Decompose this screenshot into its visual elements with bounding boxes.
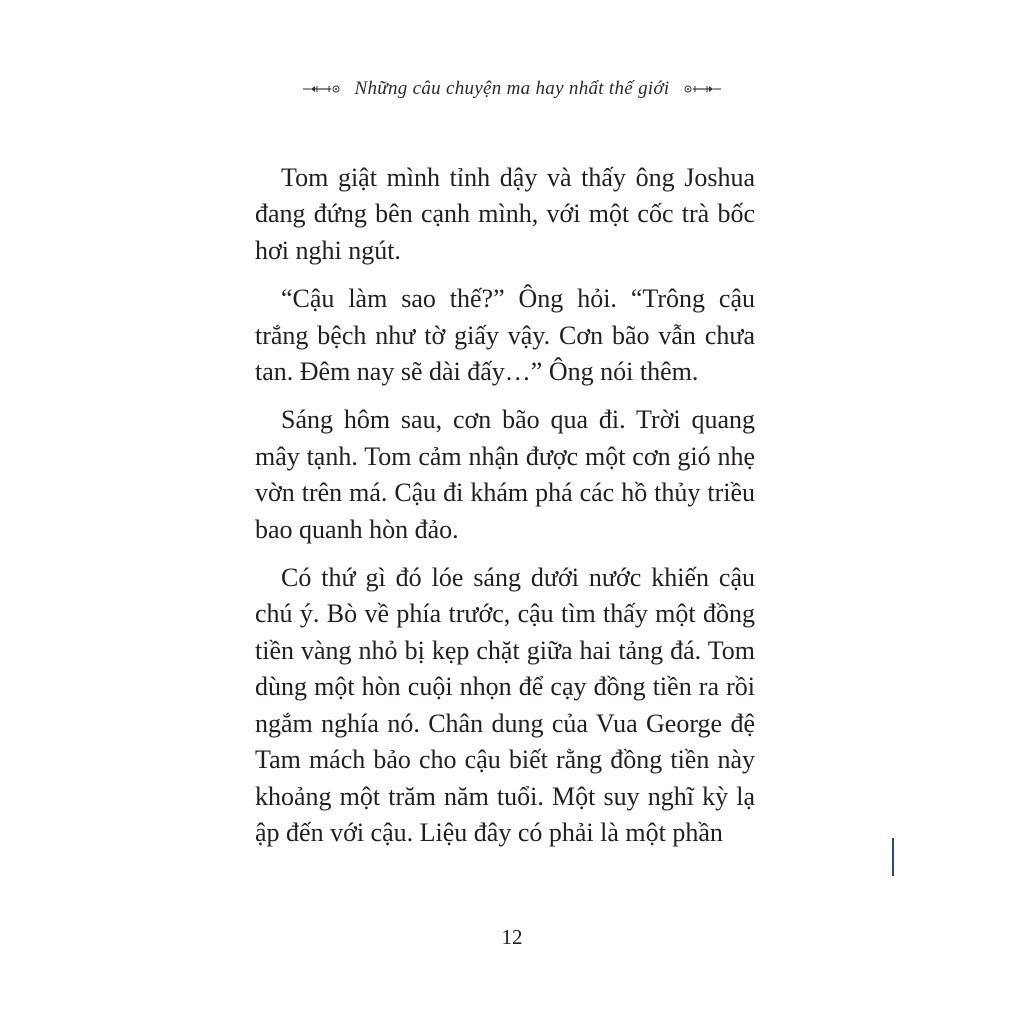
running-header (0, 78, 1024, 100)
paragraph-1: Tom giật mình tỉnh dậy và thấy ông Joshua đang đứng bên cạnh mình, với một cốc trà bốc hơi nghi ngút. (255, 163, 755, 265)
paragraph-4: Có thứ gì đó lóe sáng dưới nước khiến cậu chú ý. Bò về phía trước, cậu tìm thấy một đồng tiền vàng nhỏ bị kẹp chặt giữa hai tảng đá. Tom dùng một hòn cuội nhọn để cạy đồng tiền ra rồi ngắm nghía nó. Chân dung của Vua George đệ Tam mách bảo cho cậu biết rằng đồng tiền này khoảng một trăm năm tuổi. Một suy nghĩ kỳ lạ ập đến với cậu. Liệu đây có phải là một phần (255, 563, 755, 847)
margin-mark (892, 838, 894, 876)
running-header-title: Những câu chuyện ma hay nhất thế giới (354, 78, 670, 99)
ornament-flourish-left-icon (303, 82, 343, 96)
paragraph-3: Sáng hôm sau, cơn bão qua đi. Trời quang mây tạnh. Tom cảm nhận được một cơn gió nhẹ vờn trên má. Cậu đi khám phá các hồ thủy triều bao quanh hòn đảo. (255, 405, 755, 544)
paragraph-2: “Cậu làm sao thế?” Ông hỏi. “Trông cậu trắng bệch như tờ giấy vậy. Cơn bão vẫn chưa tan. Đêm nay sẽ dài đấy…” Ông nói thêm. (255, 284, 755, 387)
ornament-flourish-right-icon (681, 82, 721, 96)
body-text (255, 160, 755, 863)
page-number: 12 (501, 925, 523, 949)
